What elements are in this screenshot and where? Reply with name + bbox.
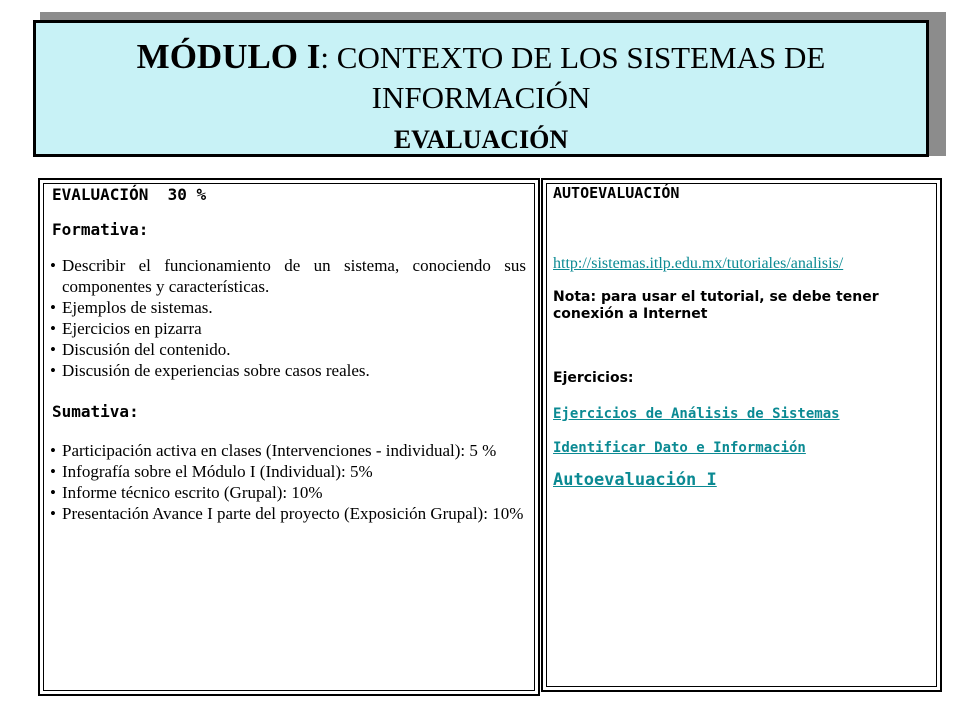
- title-line-2: INFORMACIÓN: [371, 80, 591, 115]
- sumativa-list: [52, 440, 526, 524]
- module-label: MÓDULO I: [136, 37, 321, 76]
- list-item: • Participación activa en clases (Intervenciones - individual): 5 %: [52, 440, 526, 461]
- formativa-label: Formativa:: [52, 220, 149, 239]
- list-item: • Presentación Avance I parte del proyecto (Exposición Grupal): 10%: [52, 503, 526, 524]
- list-item: • Ejemplos de sistemas.: [52, 297, 526, 318]
- list-item: • Informe técnico escrito (Grupal): 10%: [52, 482, 526, 503]
- list-item: • Discusión del contenido.: [52, 339, 526, 360]
- title-text: : CONTEXTO DE LOS SISTEMAS DE: [320, 40, 826, 75]
- self-assessment-content: [553, 184, 933, 490]
- list-item: • Describir el funcionamiento de un sistema, conociendo sus componentes y características.: [52, 255, 526, 297]
- sumativa-label: Sumativa:: [52, 402, 139, 421]
- self-assessment-heading: AUTOEVALUACIÓN: [553, 184, 680, 202]
- formativa-list: [52, 255, 526, 381]
- subtitle: EVALUACIÓN: [393, 125, 569, 154]
- evaluation-heading: EVALUACIÓN 30 %: [52, 185, 207, 204]
- ejercicios-label: Ejercicios:: [553, 370, 634, 386]
- list-item: • Discusión de experiencias sobre casos reales.: [52, 360, 526, 381]
- self-evaluation-link[interactable]: Autoevaluación I: [553, 470, 717, 490]
- internet-note: Nota: para usar el tutorial, se debe tener conexión a Internet: [553, 289, 879, 322]
- exercises-link[interactable]: Ejercicios de Análisis de Sistemas: [553, 406, 840, 422]
- identify-data-link[interactable]: Identificar Dato e Información: [553, 440, 806, 456]
- title-banner: [33, 20, 929, 157]
- evaluation-content: [52, 184, 526, 524]
- title-line-1: [36, 37, 926, 78]
- list-item: • Ejercicios en pizarra: [52, 318, 526, 339]
- list-item: • Infografía sobre el Módulo I (Individual): 5%: [52, 461, 526, 482]
- self-assessment-panel: [541, 178, 942, 692]
- evaluation-panel: [38, 178, 540, 696]
- tutorial-link[interactable]: http://sistemas.itlp.edu.mx/tutoriales/analisis/: [553, 255, 844, 272]
